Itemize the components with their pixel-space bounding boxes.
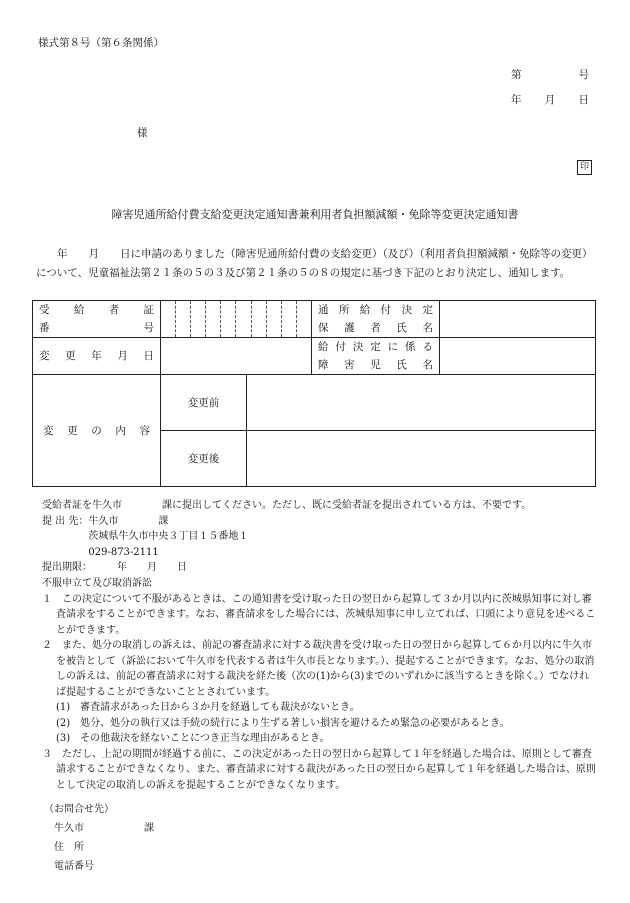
before-change-label: 変更前 [161, 375, 247, 431]
before-change-field[interactable] [247, 375, 596, 431]
submission-deadline: 提出期限： 年 月 日 [42, 562, 187, 573]
recipient-number-field[interactable] [161, 301, 312, 338]
guardian-name-field[interactable] [440, 301, 596, 338]
appeal-item-1: １ この決定について不服があるときは、この通知書を受け取った日の翌日から起算して３か月以内に茨城県知事に対し審査請求をすることができます。なお、審査請求をした場合には、茨城県知事に申し立てれば、口頭により意見を述べることができます。 [42, 593, 596, 636]
date-month: 月 [544, 94, 556, 106]
document-number [511, 67, 589, 82]
appeal-item-3: ３ ただし、上記の期間が経過する前に、この決定があった日の翌日から起算して１年を経過した場合は、原則として審査請求することができなくなり、また、審査請求に対する裁決があった日の翌日から起算して１年を経過した場合は、原則として決定の取消しの訴えを提起することができなくなります。 [42, 748, 596, 791]
submission-destination [42, 514, 597, 561]
form-label: 様式第８号（第６条関係） [38, 37, 164, 49]
destination-label: 提 出 先： [42, 515, 89, 527]
change-content-label: 変 更 の 内 容 [33, 375, 161, 487]
destination-phone: 029-873-2111 [88, 546, 159, 558]
change-date-label: 変 更 年 月 日 [33, 338, 161, 375]
contact-address: 住 所 [54, 842, 84, 853]
change-date-field[interactable] [161, 338, 312, 375]
contact-heading: （お問合せ先） [44, 804, 114, 815]
addressee-suffix: 様 [137, 127, 148, 139]
date-year: 年 [511, 94, 522, 106]
contact-phone: 電話番号 [54, 861, 94, 872]
seal-mark: 印 [577, 160, 592, 175]
recipient-number-boxes [161, 301, 311, 337]
contact-dept: 牛久市 課 [54, 823, 154, 834]
doc-number-prefix: 第 [511, 69, 522, 81]
document-date [511, 92, 589, 107]
submission-section [42, 498, 597, 576]
destination-dept: 牛久市 課 [88, 515, 169, 527]
appeal-sub-2: (2) 処分、処分の執行又は手続の続行により生ずる著しい損害を避けるため緊急の必要があるとき。 [56, 717, 510, 729]
recipient-number-label: 受 給 者 証 番 号 [33, 301, 161, 338]
appeal-section [42, 576, 597, 793]
contact-section [44, 800, 154, 876]
appeal-sub-1: (1) 審査請求があった日から３か月を経過しても裁決がないとき。 [56, 702, 360, 713]
document-title: 障害児通所給付費支給変更決定通知書兼利用者負担額減額・免除等変更決定通知書 [111, 208, 519, 221]
guardian-name-label: 通 所 給 付 決 定 保 護 者 氏 名 [312, 301, 440, 338]
date-day: 日 [578, 94, 589, 106]
appeal-heading: 不服申立て及び取消訴訟 [42, 578, 152, 589]
decision-table [32, 300, 596, 487]
submission-instruction: 受給者証を牛久市 課に提出してください。ただし、既に受給者証を提出されている方は、不要です。 [42, 500, 532, 511]
appeal-sub-3: (3) その他裁決を経ないことにつき正当な理由があるとき。 [56, 733, 330, 744]
intro-paragraph: 年 月 日に申請のありました（障害児通所給付費の支給変更）（及び）（利用者負担額減額・免除等の変更）について、児童福祉法第２１条の５の３及び第２１条の５の８の規定に基づき下記のとおり決定し、通知します。 [36, 248, 593, 279]
doc-number-suffix: 号 [578, 69, 589, 81]
child-name-label: 給 付 決 定 に 係 る 障 害 児 氏 名 [312, 338, 440, 375]
destination-address: 茨城県牛久市中央３丁目１５番地１ [88, 531, 249, 542]
child-name-field[interactable] [440, 338, 596, 375]
appeal-item-2: ２ また、処分の取消しの訴えは、前記の審査請求に対する裁決書を受け取った日の翌日から起算して６か月以内に牛久市を被告として（訴訟において牛久市を代表する者は牛久市長となります。）、提起することができます。なお、処分の取消しの訴えは、前記の審査請求に対する裁決を経た後（次の(1)から(3)までのいずれかに該当するときを除く。）でなければ提起することができないこととされています。 [42, 640, 595, 698]
after-change-field[interactable] [247, 431, 596, 487]
after-change-label: 変更後 [161, 431, 247, 487]
